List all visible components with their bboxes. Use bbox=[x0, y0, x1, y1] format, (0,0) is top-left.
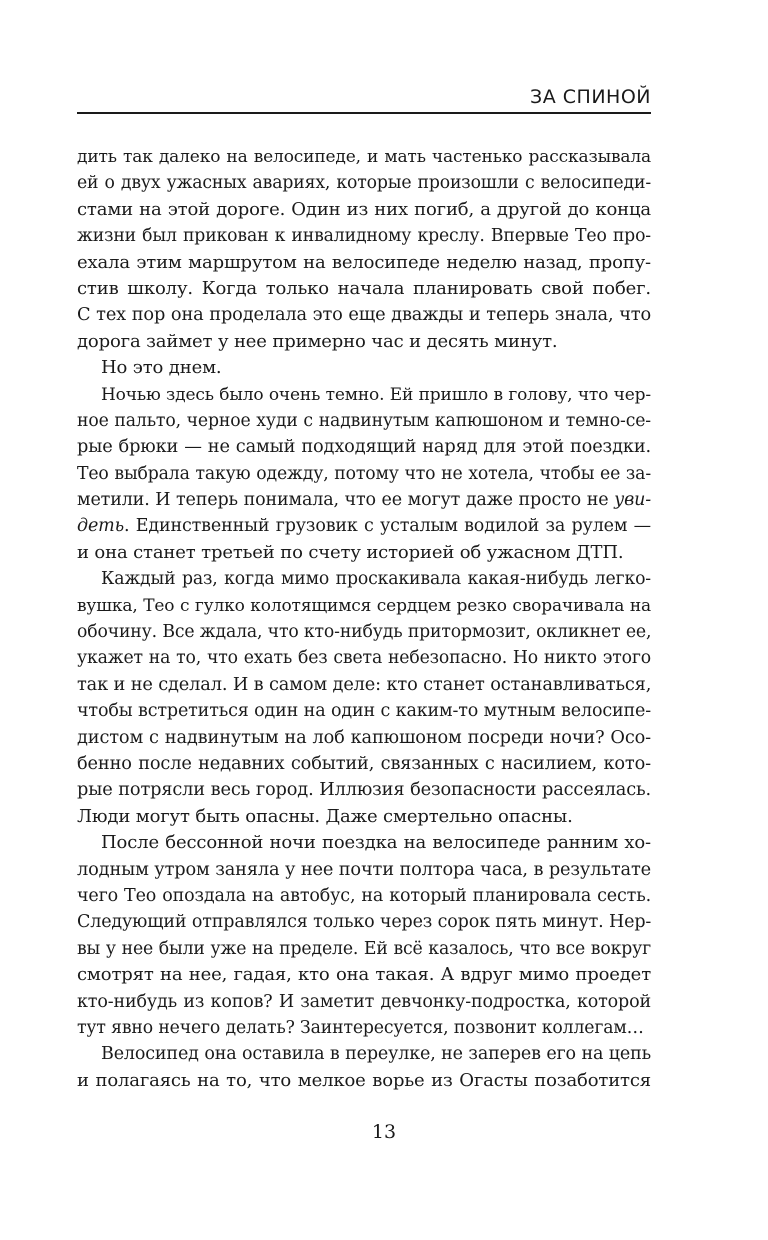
body-text bbox=[77, 144, 651, 1094]
text-line: кто-нибудь из копов? И заметит девчонку-подростка, которой bbox=[77, 991, 651, 1012]
text-line: После бессонной ночи поездка на велосипеде ранним хо- bbox=[101, 832, 651, 854]
text-line: жизни был прикован к инвалидному креслу. Впервые Тео про- bbox=[77, 226, 651, 247]
page-number: 13 bbox=[371, 1121, 397, 1143]
text-line: метили. И теперь понимала, что ее могут даже просто не уви- bbox=[77, 490, 651, 511]
text-line: и она станет третьей по счету историей об ужасном ДТП. bbox=[77, 541, 624, 563]
text-line: Тео выбрала такую одежду, потому что не хотела, чтобы ее за- bbox=[77, 463, 651, 484]
text-line: С тех пор она проделала это еще дважды и теперь знала, что bbox=[77, 305, 651, 326]
text-line: и полагаясь на то, что мелкое ворье из Огасты позаботится bbox=[77, 1069, 651, 1091]
text-line: рые потрясли весь город. Иллюзия безопасности рассеялась. bbox=[77, 780, 651, 801]
text-line: Следующий отправлялся только через сорок пять минут. Нер- bbox=[77, 912, 652, 933]
text-line: Ночью здесь было очень темно. Ей пришло в голову, что чер- bbox=[101, 384, 651, 405]
running-head bbox=[0, 0, 768, 110]
text-line: дистом с надвинутым на лоб капюшоном посреди ночи? Осо- bbox=[77, 727, 651, 748]
text-line: ей о двух ужасных авариях, которые произошли с велосипеди- bbox=[77, 173, 651, 194]
text-line: Каждый раз, когда мимо проскакивала какая-нибудь легко- bbox=[101, 569, 651, 590]
text-line: рые брюки — не самый подходящий наряд для этой поездки. bbox=[77, 437, 651, 458]
text-line: чего Тео опоздала на автобус, на который планировала сесть. bbox=[77, 885, 651, 906]
text-line: бенно после недавних событий, связанных с насилием, кото- bbox=[77, 753, 651, 774]
text-line: укажет на то, что ехать без света небезопасно. Но никто этого bbox=[77, 648, 651, 669]
text-line: деть. Единственный грузовик с усталым водилой за рулем — bbox=[77, 516, 651, 537]
text-line: чтобы встретиться один на один с каким-то мутным велосипе- bbox=[77, 701, 651, 722]
text-line: Люди могут быть опасны. Даже смертельно опасны. bbox=[77, 805, 573, 827]
text-line: смотрят на нее, гадая, кто она такая. А вдруг мимо проедет bbox=[77, 964, 651, 986]
text-line: лодным утром заняла у нее почти полтора часа, в результате bbox=[77, 859, 651, 880]
text-line: вы у нее были уже на пределе. Ей всё казалось, что все вокруг bbox=[77, 938, 651, 959]
text-line: ное пальто, черное худи с надвинутым капюшоном и темно-се- bbox=[77, 410, 651, 431]
text-line: стив школу. Когда только начала планировать свой побег. bbox=[77, 277, 651, 299]
text-line: дить так далеко на велосипеде, и мать частенько рассказывала bbox=[77, 147, 651, 167]
text-line: Но это днем. bbox=[101, 357, 222, 379]
text-line: Велосипед она оставила в переулке, не заперев его на цепь bbox=[101, 1044, 651, 1065]
running-head-title: ЗА СПИНОЙ bbox=[530, 86, 651, 108]
text-line: стами на этой дороге. Один из них погиб, а другой до конца bbox=[77, 198, 651, 220]
text-line: дорога займет у нее примерно час и десять минут. bbox=[77, 330, 558, 352]
text-line: обочину. Все ждала, что кто-нибудь притормозит, окликнет ее, bbox=[77, 622, 652, 643]
text-line: ехала этим маршрутом на велосипеде неделю назад, пропу- bbox=[77, 251, 651, 273]
text-line: вушка, Тео с гулко колотящимся сердцем резко сворачивала на bbox=[77, 595, 651, 616]
text-line: так и не сделал. И в самом деле: кто станет останавливаться, bbox=[77, 674, 652, 695]
header-rule bbox=[77, 112, 651, 114]
text-line: тут явно нечего делать? Заинтересуется, позвонит коллегам… bbox=[77, 1017, 644, 1038]
